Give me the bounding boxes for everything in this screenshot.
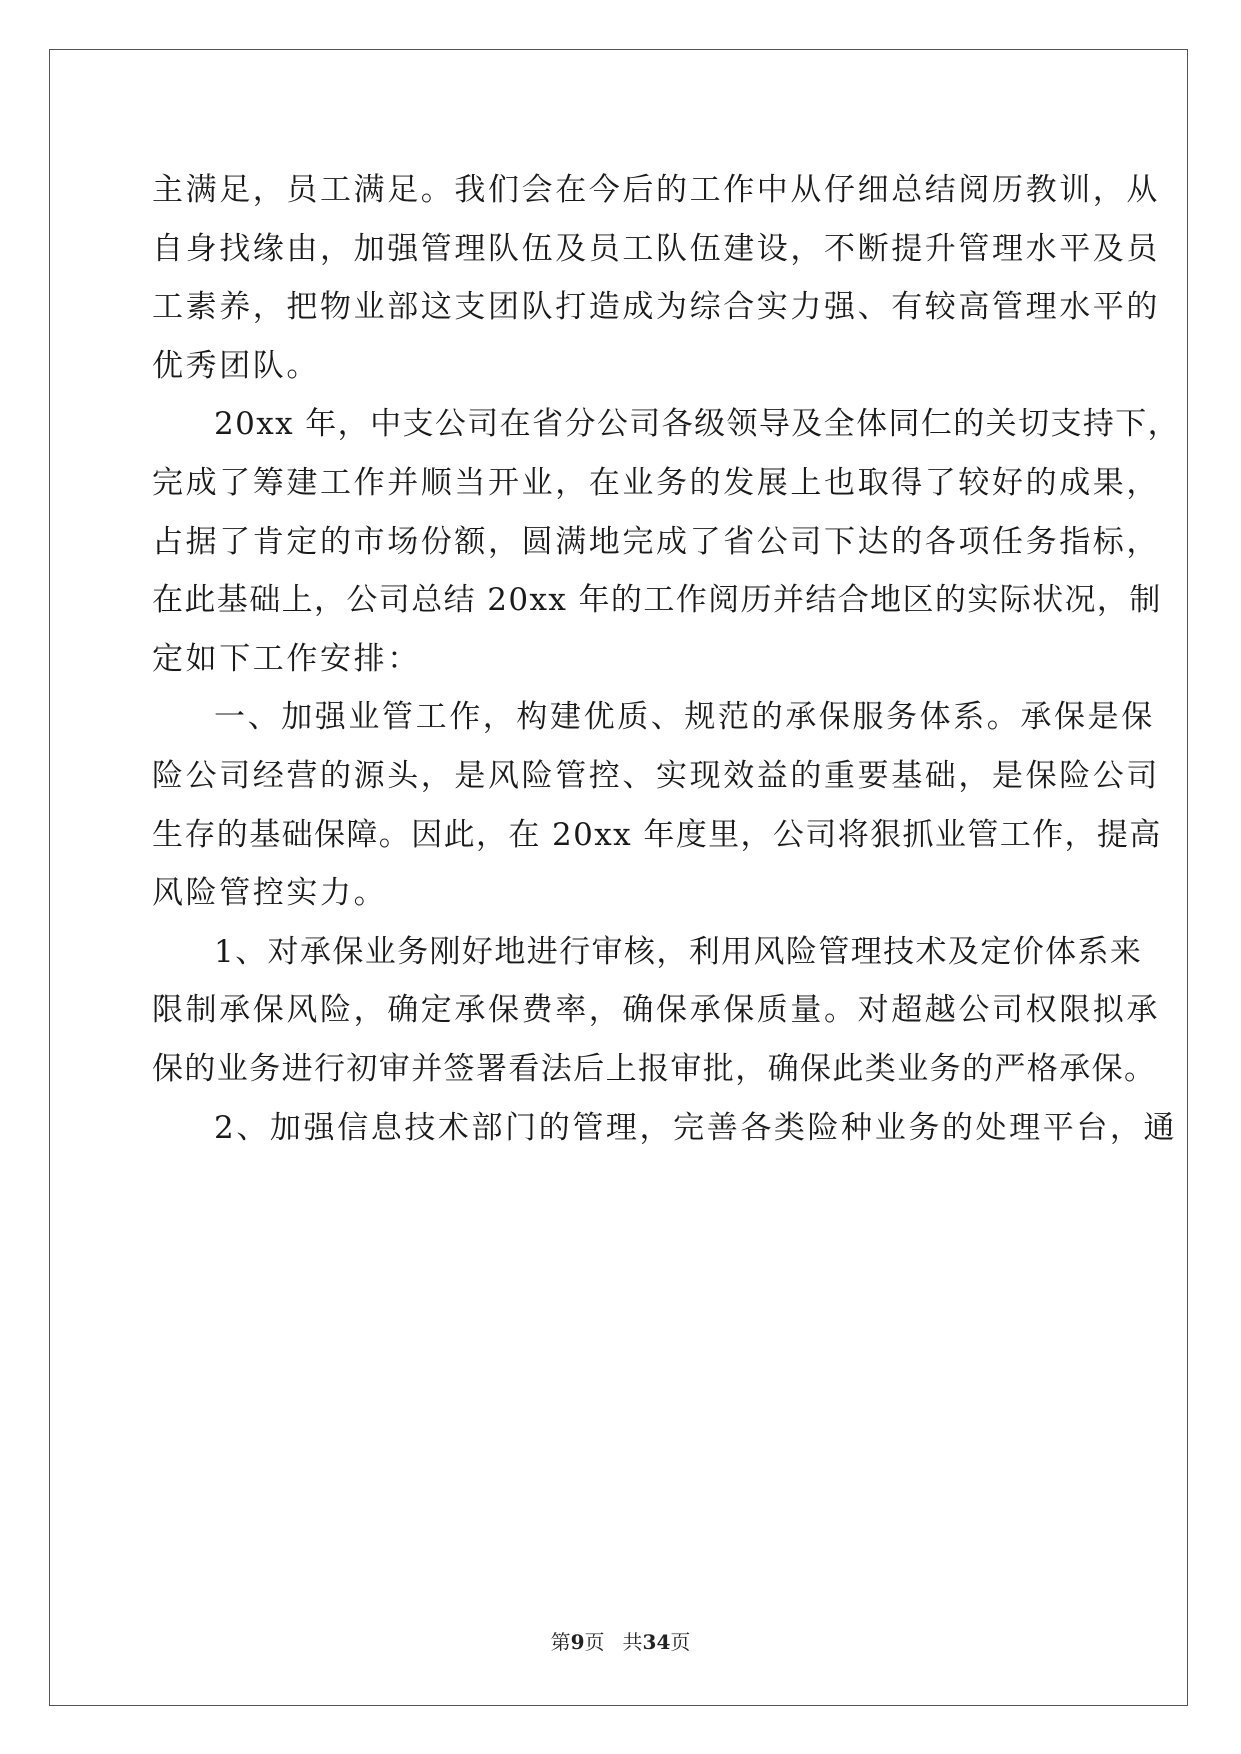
text-line: 自身找缘由，加强管理队伍及员工队伍建设，不断提升管理水平及员	[152, 230, 1160, 267]
total-prefix: 共	[622, 1630, 643, 1654]
page-footer	[0, 1628, 1241, 1656]
text-line: 主满足，员工满足。我们会在今后的工作中从仔细总结阅历教训，从	[152, 172, 1160, 208]
document-body	[152, 161, 1181, 1157]
text-line: 限制承保风险，确定承保费率，确保承保质量。对超越公司权限拟承	[152, 992, 1160, 1029]
total-pages: 34	[642, 1630, 671, 1654]
page-number: 9	[570, 1630, 585, 1654]
text-line: 占据了肯定的市场份额，圆满地完成了省公司下达的各项任务指标，	[152, 523, 1160, 560]
text-line: 优秀团队。	[152, 347, 320, 384]
page-prefix: 第	[550, 1630, 571, 1654]
text-line: 定如下工作安排：	[152, 640, 421, 677]
text-line: 保的业务进行初审并签署看法后上报审批，确保此类业务的严格承保。	[152, 1050, 1157, 1087]
text-line: 20xx 年，中支公司在省分公司各级领导及全体同仁的关切支持下，	[214, 406, 1181, 443]
text-line: 1、对承保业务刚好地进行审核，利用风险管理技术及定价体系来	[214, 933, 1143, 970]
total-suffix: 页	[670, 1630, 691, 1654]
text-line: 工素养，把物业部这支团队打造成为综合实力强、有较高管理水平的	[152, 289, 1160, 326]
text-line: 风险管控实力。	[152, 875, 388, 912]
text-line: 完成了筹建工作并顺当开业，在业务的发展上也取得了较好的成果，	[152, 464, 1160, 501]
text-line: 一、加强业管工作，构建优质、规范的承保服务体系。承保是保	[214, 699, 1155, 736]
text-line: 在此基础上，公司总结 20xx 年的工作阅历并结合地区的实际状况，制	[152, 582, 1162, 619]
page-suffix: 页	[584, 1630, 605, 1654]
text-line: 险公司经营的源头，是风险管控、实现效益的重要基础，是保险公司	[152, 757, 1160, 794]
text-line: 生存的基础保障。因此，在 20xx 年度里，公司将狠抓业管工作，提高	[152, 816, 1162, 853]
text-line: 2、加强信息技术部门的管理，完善各类险种业务的处理平台，通	[214, 1109, 1178, 1146]
